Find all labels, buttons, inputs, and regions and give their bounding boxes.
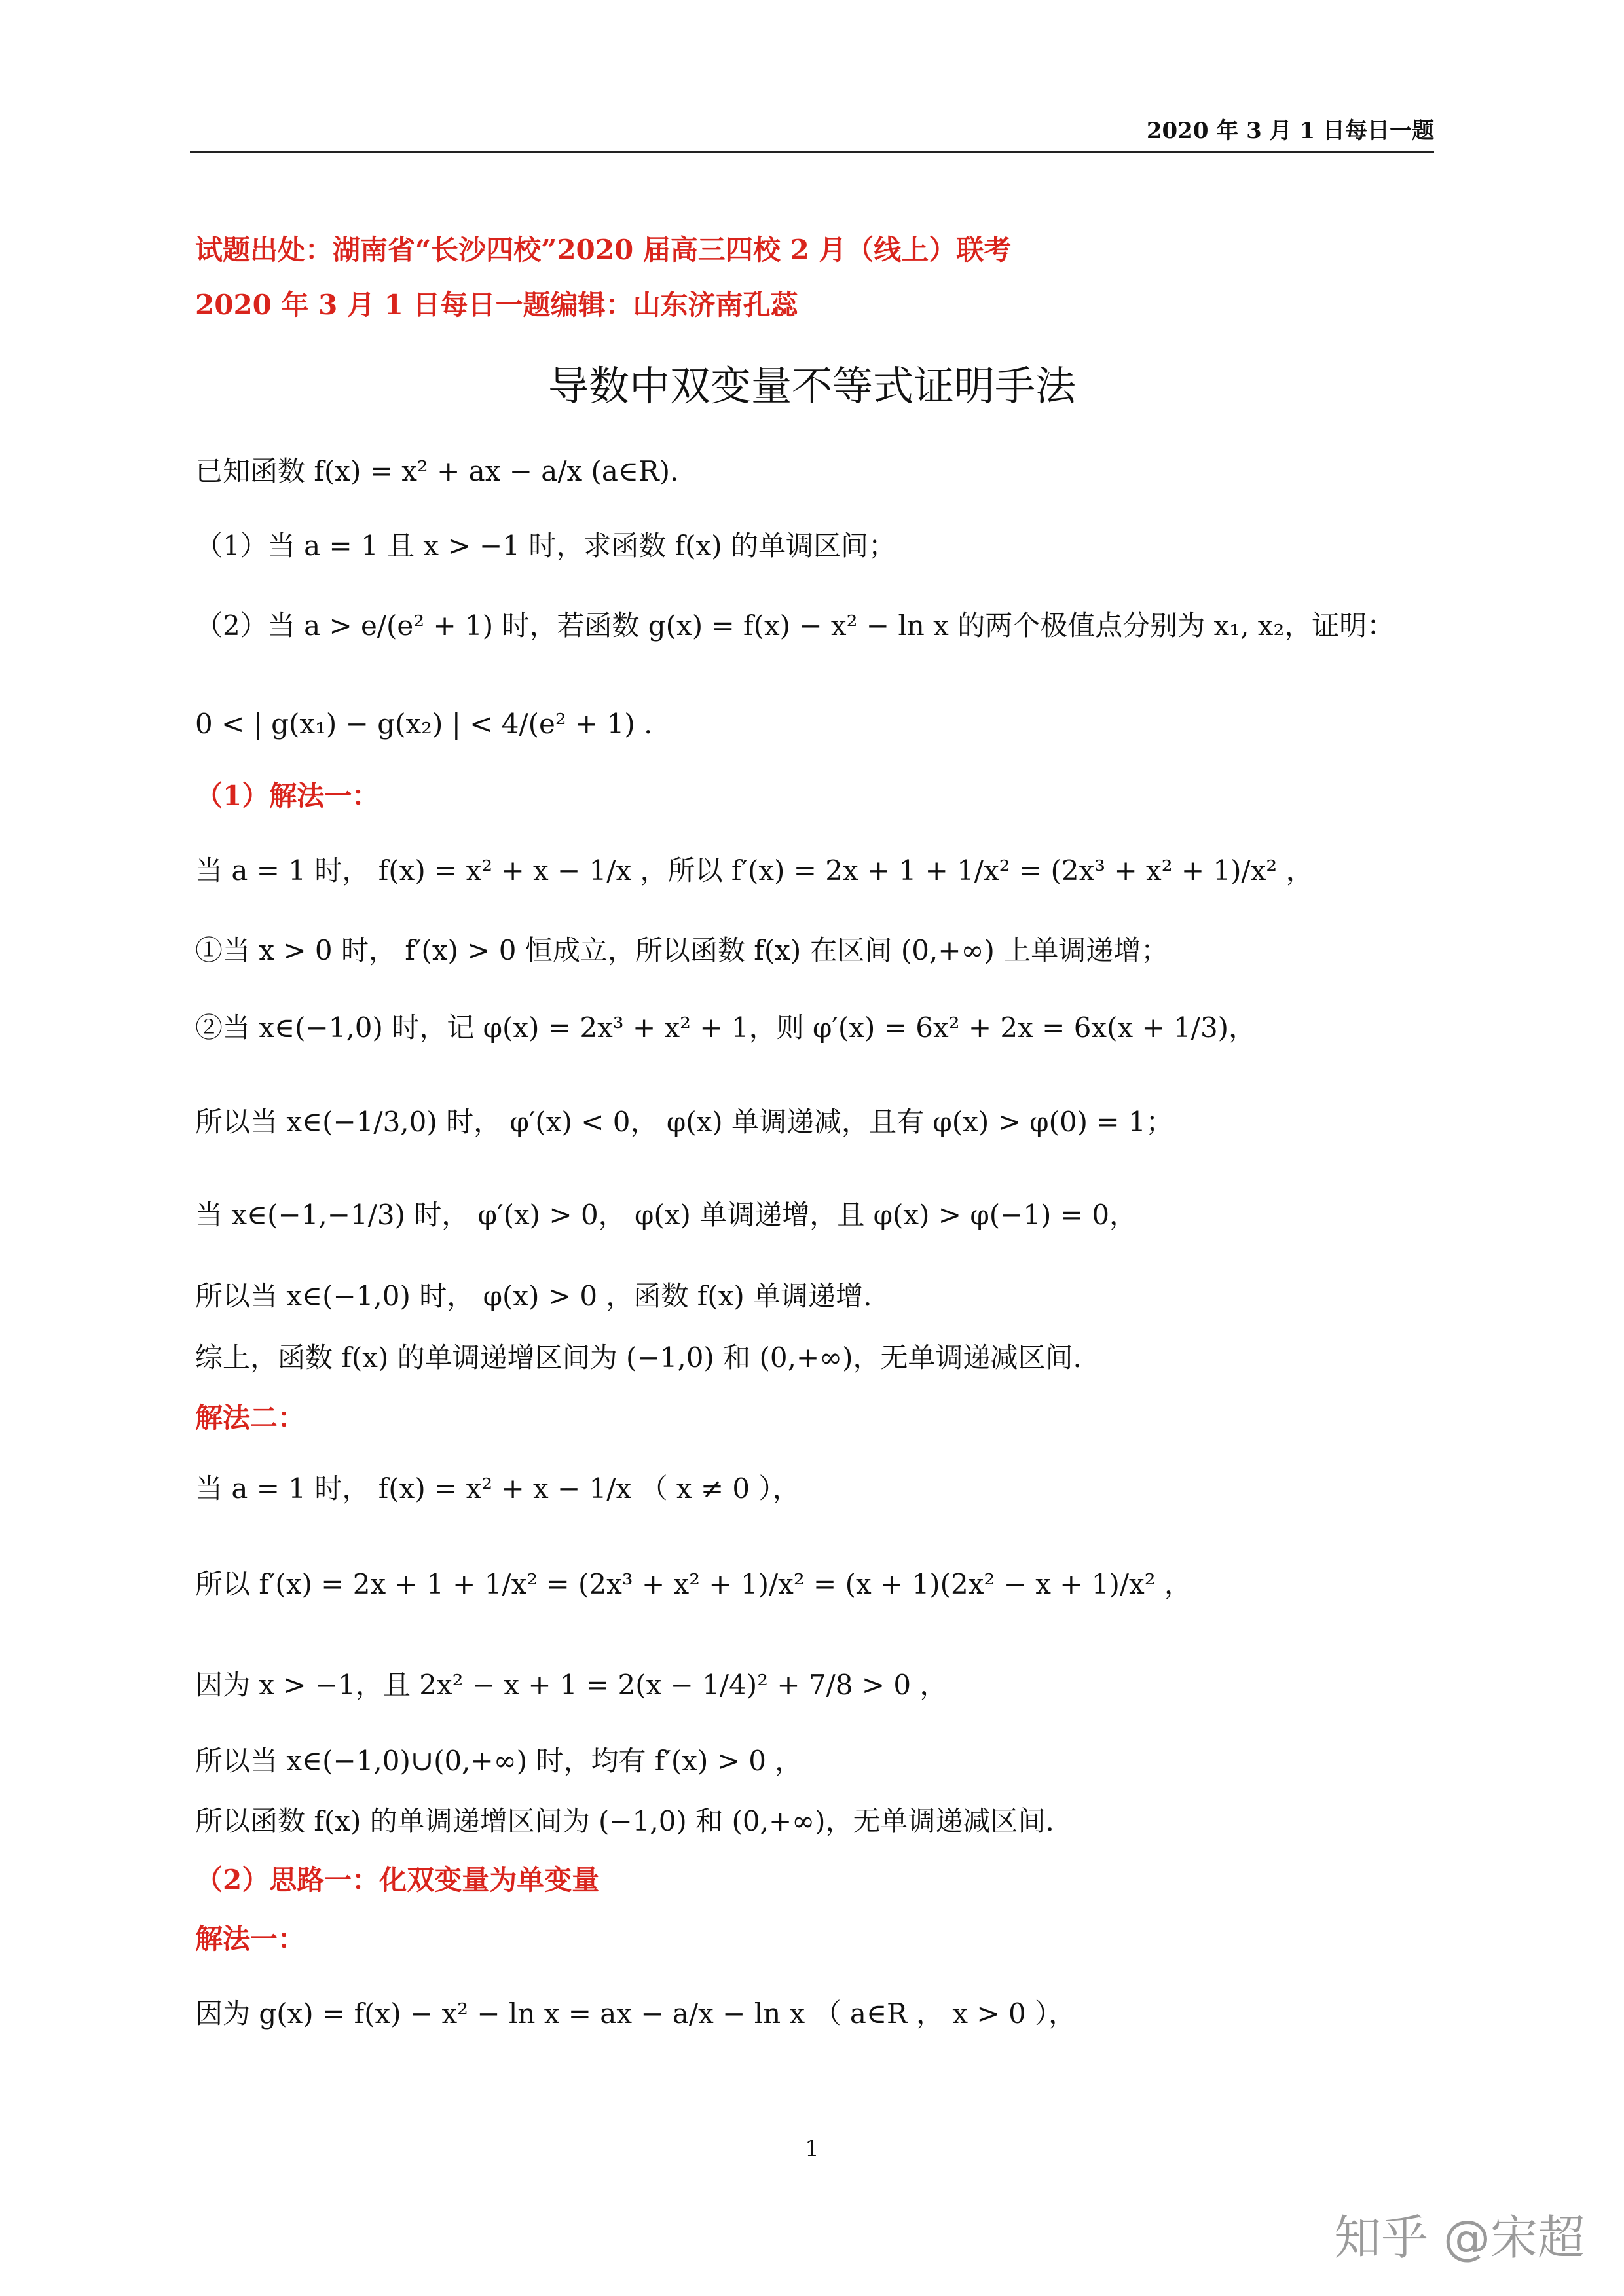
solution-line: 因为 x > −1，且 2x² − x + 1 = 2(x − 1/4)² + 7/8 > 0 ， xyxy=(195,1669,948,1701)
problem-statement: 已知函数 f(x) = x² + ax − a/x (a∈R). xyxy=(195,455,679,487)
question-2-inequality: 0 < | g(x₁) − g(x₂) | < 4/(e² + 1) . xyxy=(195,708,653,740)
part-2-solution-heading: 解法一： xyxy=(195,1923,306,1955)
solution-line: 所以 f′(x) = 2x + 1 + 1/x² = (2x³ + x² + 1)/x² = (x + 1)(2x² − x + 1)/x² ， xyxy=(195,1568,1192,1600)
solution-1-heading: （1）解法一： xyxy=(195,780,380,812)
source-line: 试题出处：湖南省“长沙四校”2020 届高三四校 2 月（线上）联考 xyxy=(195,234,1012,266)
solution-line: 综上，函数 f(x) 的单调递增区间为 (−1,0) 和 (0,+∞)，无单调递减区间. xyxy=(195,1341,1082,1374)
solution-2-heading: 解法二： xyxy=(195,1402,306,1434)
watermark: 知乎 @宋超 xyxy=(1334,2210,1585,2265)
header-date: 2020 年 3 月 1 日每日一题 xyxy=(1146,118,1434,144)
solution-line: ①当 x > 0 时， f′(x) > 0 恒成立，所以函数 f(x) 在区间 (0,+∞) 上单调递增； xyxy=(195,934,1169,966)
editor-line: 2020 年 3 月 1 日每日一题编辑：山东济南孔蕊 xyxy=(195,289,798,321)
part-2-heading: （2）思路一：化双变量为单变量 xyxy=(195,1864,600,1896)
solution-line: ②当 x∈(−1,0) 时，记 φ(x) = 2x³ + x² + 1，则 φ′(x) = 6x² + 2x = 6x(x + 1/3)， xyxy=(195,1011,1257,1044)
page-number: 1 xyxy=(805,2136,819,2162)
solution-line: 当 a = 1 时， f(x) = x² + x − 1/x （ x ≠ 0 ）， xyxy=(195,1472,800,1504)
question-2: （2）当 a > e/(e² + 1) 时，若函数 g(x) = f(x) − x² − ln x 的两个极值点分别为 x₁, x₂，证明： xyxy=(195,610,1395,642)
solution-line: 当 a = 1 时， f(x) = x² + x − 1/x ，所以 f′(x) = 2x + 1 + 1/x² = (2x³ + x² + 1)/x² ， xyxy=(195,854,1314,886)
solution-line: 所以当 x∈(−1,0) 时， φ(x) > 0 ，函数 f(x) 单调递增. xyxy=(195,1280,872,1312)
question-1: （1）当 a = 1 且 x > −1 时，求函数 f(x) 的单调区间； xyxy=(195,530,896,562)
page-title: 导数中双变量不等式证明手法 xyxy=(547,362,1076,410)
solution-line: 所以当 x∈(−1/3,0) 时， φ′(x) < 0， φ(x) 单调递减，且有 φ(x) > φ(0) = 1； xyxy=(195,1106,1173,1138)
solution-line: 所以当 x∈(−1,0)∪(0,+∞) 时，均有 f′(x) > 0 ， xyxy=(195,1745,803,1777)
solution-line: 所以函数 f(x) 的单调递增区间为 (−1,0) 和 (0,+∞)，无单调递减区间. xyxy=(195,1805,1054,1837)
solution-line: 因为 g(x) = f(x) − x² − ln x = ax − a/x − ln x （ a∈R ， x > 0 ）， xyxy=(195,1997,1077,2030)
solution-line: 当 x∈(−1,−1/3) 时， φ′(x) > 0， φ(x) 单调递增，且 φ(x) > φ(−1) = 0， xyxy=(195,1199,1137,1231)
header-rule xyxy=(190,151,1434,153)
